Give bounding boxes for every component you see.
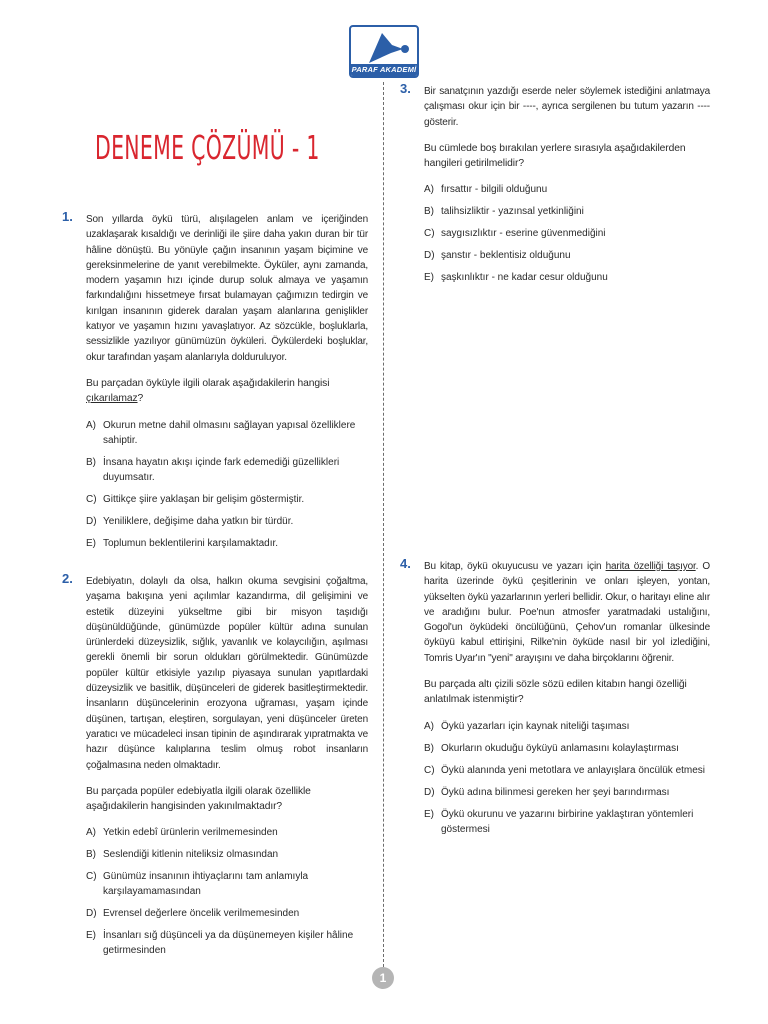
option-text: Okurun metne dahil olmasını sağlayan yapısal özelliklere sahiptir. — [103, 419, 356, 446]
option-letter: C) — [424, 764, 435, 776]
option-d[interactable] — [424, 785, 710, 800]
answer-options — [424, 182, 710, 285]
option-text: Günümüz insanının ihtiyaçlarını tam anlamıyla karşılayamamasından — [103, 871, 309, 898]
option-e[interactable] — [424, 807, 710, 837]
question-1 — [62, 209, 368, 558]
option-letter: D) — [424, 250, 435, 262]
option-letter: E) — [86, 537, 96, 549]
option-letter: C) — [424, 228, 435, 240]
option-letter: E) — [424, 272, 434, 284]
option-c[interactable] — [424, 226, 710, 241]
option-letter: C) — [86, 493, 97, 505]
option-d[interactable] — [86, 906, 368, 921]
question-2 — [62, 571, 368, 965]
option-text: İnsana hayatın akışı içinde fark edemediği güzellikleri duyumsatır. — [103, 456, 340, 483]
option-text: Evrensel değerlere öncelik verilmemesinden — [103, 908, 300, 920]
option-text: fırsattır - bilgili olduğunu — [441, 184, 548, 196]
option-c[interactable] — [86, 869, 368, 899]
answer-options — [424, 719, 710, 837]
question-number: 2. — [62, 571, 73, 586]
option-e[interactable] — [86, 928, 368, 958]
answer-options — [86, 825, 368, 958]
question-paragraph: Bir sanatçının yazdığı eserde neler söylemek istediğini anlatmaya çalışması okur için bir ----, ayrıca sergilenen bu tutum yazarın ---- gösterir. — [424, 86, 710, 128]
question-3 — [400, 81, 710, 292]
question-paragraph: Son yıllarda öykü türü, alışılagelen anlam ve içeriğinden uzaklaşarak kısaldığı ve derinliği ile şiire daha yakın duran bir tür hâline dönüştü. Bu yönüyle çağın insanının yaşam biçimine ve gereksinmelerine de yanıt verebilmekte. Öyküler, aynı zamanda, modern yaşamın hızı içinde durup soluk almaya ve yaşamın farkındalığını hissetmeye fırsat bulamayan çağımızın tedirgin ve kırılgan insanının giderek daralan yaşam alanlarına genişlikler katıyor ve yaşamın hızını yavaşlatıyor. Az sözcükle, boşluklarla, sessizlikle yazılıyor günümüzün öyküleri. Öykülerdeki boşluklar, okur tarafından yaşam alanlarıyla dolduruluyor. — [86, 214, 368, 363]
question-stem: Bu parçada popüler edebiyatla ilgili olarak özellikle aşağıdakilerin hangisinden yakınılmaktadır? — [86, 785, 311, 813]
question-paragraph: Bu kitap, öykü okuyucusu ve yazarı için harita özelliği taşıyor. O harita üzerinde öykü çeşitlerinin ve onları işleyen, yontan, yükselten öykü yazarlarının yerleri bellidir. Okur, o haritayı eline alır ve aradığını bulur. Poe'nun atmosfer yaratmadaki ustalığını, Gogol'un öyküdeki öncülüğünü, Çehov'un romanlar ülkesinde öyküyü kabul ettirişini, Rilke'nin öyküde nasıl bir yol izlediğini, Tomris Uyar'ın "yeni" arayışını ve daha birçoklarını öğrenir. — [424, 561, 711, 664]
option-text: Seslendiği kitlenin niteliksiz olmasından — [103, 849, 279, 861]
option-d[interactable] — [424, 248, 710, 263]
option-c[interactable] — [86, 492, 368, 507]
option-text: şanstır - beklentisiz olduğunu — [441, 250, 571, 262]
answer-options — [86, 418, 368, 551]
option-letter: B) — [86, 456, 96, 468]
option-letter: E) — [424, 808, 434, 820]
option-c[interactable] — [424, 763, 710, 778]
option-letter: A) — [86, 419, 96, 431]
option-text: Öykü okurunu ve yazarını birbirine yaklaştıran yöntemleri göstermesi — [441, 808, 694, 835]
option-text: İnsanları sığ düşünceli ya da düşünemeyen kişiler hâline getirmesinden — [103, 930, 354, 957]
question-number: 3. — [400, 81, 411, 96]
option-b[interactable] — [424, 741, 710, 756]
page-title: DENEME ÇÖZÜMÜ - 1 — [95, 128, 320, 167]
option-d[interactable] — [86, 514, 368, 529]
option-text: Öykü adına bilinmesi gereken her şeyi barındırması — [441, 786, 670, 798]
option-text: Öykü yazarları için kaynak niteliği taşıması — [441, 720, 630, 732]
option-e[interactable] — [86, 536, 368, 551]
option-text: Gittikçe şiire yaklaşan bir gelişim göstermiştir. — [103, 493, 305, 505]
option-text: talihsizliktir - yazınsal yetkinliğini — [441, 206, 584, 218]
option-text: Yetkin edebî ürünlerin verilmemesinden — [103, 827, 278, 839]
option-text: Toplumun beklentilerini karşılamaktadır. — [103, 537, 279, 549]
option-letter: D) — [86, 908, 97, 920]
option-letter: B) — [86, 849, 96, 861]
column-divider — [383, 82, 384, 972]
option-a[interactable] — [424, 182, 710, 197]
option-letter: A) — [86, 827, 96, 839]
option-b[interactable] — [86, 847, 368, 862]
option-letter: D) — [86, 515, 97, 527]
option-a[interactable] — [86, 418, 368, 448]
option-letter: B) — [424, 742, 434, 754]
underlined-phrase: harita özelliği taşıyor — [605, 561, 696, 572]
option-letter: A) — [424, 720, 434, 732]
option-e[interactable] — [424, 270, 710, 285]
option-text: Okurların okuduğu öyküyü anlamasını kolaylaştırması — [441, 742, 679, 754]
option-a[interactable] — [424, 719, 710, 734]
option-text: Öykü alanında yeni metotlara ve anlayışlara öncülük etmesi — [441, 764, 706, 776]
logo-text: PARAF AKADEMİ — [351, 65, 417, 74]
option-letter: D) — [424, 786, 435, 798]
question-stem: Bu cümlede boş bırakılan yerlere sırasıyla aşağıdakilerden hangileri getirilmelidir? — [424, 142, 686, 170]
option-b[interactable] — [86, 455, 368, 485]
option-letter: B) — [424, 206, 434, 218]
paraf-akademi-logo — [349, 25, 419, 78]
option-text: Yeniliklere, değişime daha yatkın bir türdür. — [103, 515, 294, 527]
question-stem: Bu parçadan öyküyle ilgili olarak aşağıdakilerin hangisi çıkarılamaz? — [86, 377, 330, 405]
option-letter: A) — [424, 184, 434, 196]
question-4 — [400, 556, 711, 844]
option-letter: E) — [86, 930, 96, 942]
question-number: 4. — [400, 556, 411, 571]
question-paragraph: Edebiyatın, dolaylı da olsa, halkın okuma sevgisini çoğaltma, yaşama bakışına yeni açılımlar kazandırma, dil gelişimini ve estetik düzeyini yükseltme gibi bir misyon taşıdığı düşünüldüğünde, günümüzde popüler kültür adına sunulan ürünlerdeki düzeysizlik, sığlık, yavanlık ve kolaycılığın, aşılması gerekli önemli bir sorun oldukları görülmektedir. Günümüzde popüler kültür etkisiyle yazılıp piyasaya sunulan yapıtlardaki düzeysizlik ve basitlik, düşünceleri de giderek basitleştirmektedir. İnsanların düşüncelerinin erozyona uğraması, yaşam içinde düşünen, tartışan, eleştiren, sorgulayan, yeni düşünceler üreten yaratıcı ve mücadeleci insan tipinin de aşındırarak yıpratmakta ve hazır düşünce kalıplarına teslim olmuş robot insanların çoğalmasına neden olmaktadır. — [86, 576, 368, 771]
page-number: 1 — [372, 967, 394, 989]
option-b[interactable] — [424, 204, 710, 219]
logo-mark-icon — [351, 27, 417, 67]
option-text: şaşkınlıktır - ne kadar cesur olduğunu — [441, 272, 608, 284]
question-stem: Bu parçada altı çizili sözle sözü edilen kitabın hangi özelliği anlatılmak istenmiştir? — [424, 679, 687, 706]
option-text: saygısızlıktır - eserine güvenmediğini — [441, 228, 606, 240]
option-letter: C) — [86, 871, 97, 883]
question-number: 1. — [62, 209, 73, 224]
option-a[interactable] — [86, 825, 368, 840]
